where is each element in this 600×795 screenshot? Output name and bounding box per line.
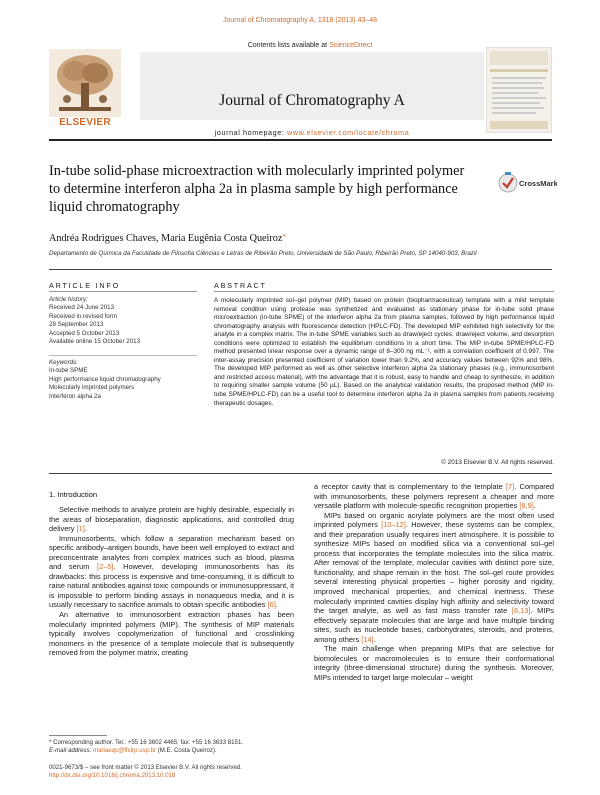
paragraph-text: Selective methods to analyze protein are highly desirable, especially in the areas of bioseparation, diagnostic applications, and controlled drug delivery bbox=[49, 505, 294, 534]
journal-citation: Journal of Chromatography A, 1318 (2013) 43–48 bbox=[222, 17, 378, 24]
front-matter bbox=[49, 764, 349, 780]
paragraph-text: The main challenge when preparing MIPs that are selective for biomolecules or macromolecules is to ensure their conformational integrity (three-dimensional structure) during the synthesis. Moreover, MIPs intended to target large molecular – weight bbox=[314, 644, 554, 682]
contents-prefix: Contents lists available at bbox=[247, 42, 328, 49]
paragraph-text: . MIPs effectively separate molecules that are large and have multiple binding sites, such as nucleotide bases, carbohydrates, steroids, and proteins, among others bbox=[314, 606, 554, 644]
history-item: Received in revised form bbox=[49, 312, 118, 320]
left-column bbox=[49, 505, 294, 658]
paragraph-text: . bbox=[533, 501, 536, 511]
citation-link[interactable]: [10–12] bbox=[381, 520, 406, 530]
crossmark-icon bbox=[497, 170, 557, 200]
history-label: Article history: bbox=[49, 296, 88, 303]
journal-cover-image bbox=[486, 47, 552, 133]
authors-text: Andréa Rodrigues Chaves, Maria Eugênia Costa Queiroz bbox=[49, 233, 283, 244]
paragraph-text: . However, these systems can be complex, and their preparation usually requires inert atmosphere. It is possible to synthesize MIPs based on modified silica via a conventional sol–gel process that incorporates the template molecules into the silica matrix. After removal of the template, molecular cavities with distinct pore size, functionality, and shape remain in the host. The sol–gel route provides several interesting physical properties – higher porosity and rigidity, improved mechanical properties, and chemical inertness. These molecularly imprinted cavities display high affinity and selectivity toward the target analyte, as well as fast mass transfer rate bbox=[314, 520, 555, 616]
citation-link[interactable]: [6] bbox=[267, 600, 276, 610]
paragraph-text: . bbox=[84, 524, 87, 534]
keywords-block bbox=[49, 359, 199, 401]
history-item: Received 24 June 2013 bbox=[49, 304, 115, 312]
citation-link[interactable]: [1] bbox=[76, 524, 85, 534]
paragraph-text: Immunosorbents, which follow a separation mechanism based on specific antibody–antigen bounds, have been well employed to extract and preconcentrate analytes from complex matrices such as blood, plasma and serum bbox=[49, 533, 294, 572]
article-info-heading: ARTICLE INFO bbox=[49, 281, 120, 290]
history-item: 28 September 2013 bbox=[49, 321, 104, 329]
footnote-rule bbox=[49, 735, 107, 736]
email-label: E-mail address: bbox=[49, 747, 92, 754]
crossmark-badge[interactable] bbox=[497, 170, 557, 200]
corresponding-author-note: * Corresponding author. Tel.: +55 16 3602 4465; fax: +55 16 3633 8151. bbox=[49, 739, 244, 746]
issn-line: 0021-9673/$ – see front matter © 2013 Elsevier B.V. All rights reserved. bbox=[49, 764, 242, 771]
citation-link[interactable]: [14] bbox=[361, 634, 374, 644]
footnotes bbox=[49, 739, 299, 755]
paragraph-text: . Compared with immunosorbents, these polymers represent a cheaper and more versatile platform with molecule-specific recognition properties bbox=[314, 482, 554, 511]
paragraph-text: . However, developing immunosorbents has its drawbacks: this process is expensive and time-consuming, it is difficult to raise natural antibodies against toxic compounds or immunosuppressant, it is impossible to perform binding assays in nonaqueous media, and it is usually necessary to sacrifice animals to obtain specific antibodies bbox=[49, 562, 294, 610]
affiliation: Departamento de Química da Faculdade de Filosofia Ciências e Letras de Ribeirão Preto, Universidade de São Paulo, Ribeirão Preto, SP 14040-903, Brazil bbox=[49, 250, 477, 257]
keywords-label: Keywords: bbox=[49, 359, 78, 366]
intro-heading: 1. Introduction bbox=[49, 490, 98, 499]
email-suffix: (M.E. Costa Queiroz). bbox=[157, 747, 217, 754]
elsevier-tree-icon bbox=[49, 49, 121, 117]
citation-link[interactable]: [6,13] bbox=[511, 606, 531, 616]
header-rule bbox=[49, 139, 552, 141]
abstract-copyright: © 2013 Elsevier B.V. All rights reserved. bbox=[441, 459, 554, 466]
paragraph bbox=[314, 482, 554, 511]
paragraph bbox=[49, 534, 294, 610]
keyword-item: Molecularly imprinted polymers bbox=[49, 384, 135, 392]
paragraph-text: MIPs based on organic acrylate polymers are the most often used imprinted polymers bbox=[314, 510, 554, 530]
paragraph-text: . bbox=[275, 600, 278, 610]
article-history bbox=[49, 296, 199, 346]
paragraph-text: . bbox=[373, 634, 376, 644]
email-link[interactable]: mariaeqc@ffclrp.usp.br bbox=[93, 747, 157, 754]
history-item: Available online 15 October 2013 bbox=[49, 338, 141, 346]
crossmark-label: CrossMark bbox=[519, 179, 557, 188]
abstract-body: A molecularly imprinted sol–gel polymer (MIP) based on protein (biopharmaceutical) template with a mild template removal condition using protease was synthetized and evaluated as stationary phase for in-tube solid phase microextraction (in-tube SPME) of the interferon alpha 2a from plasma samples, followed by high performance liquid chromatography analysis with fluorescence detection (HPLC-FD). The developed MIP exhibited high selectivity for the analyte in a complex matrix. The in-tube SPME variables such as draw/eject cycles, draw/eject volume, and desorption conditions were optimized to establish the equilibrium conditions in a short time. The MIP in-tube SPME/HPLC-FD method presented linear response over a dynamic range of 8–300 ng mL⁻¹, with a correlation coefficient of 0.997. The inter-assay precision presented coefficient of variation lower than 9.2%, and accuracy values between 92% and 98%. The developed MIP performed as well as other selective interferon alpha 2a stationary phases (e.g., immunosorbent and restricted access material), with the advantage that it is robust, easy to handle and cheap to synthesize, in addition to requiring smaller sample volume (50 µL). Based on the analytical validation results, the proposed method (MIP in-tube SPME/HPLC-FD) can be a useful tool to determine interferon alpha 2a in plasma samples from patients receiving therapeutic dosages. bbox=[214, 297, 554, 407]
paragraph bbox=[49, 505, 294, 534]
corresponding-mark: * bbox=[282, 233, 286, 241]
sciencedirect-link[interactable]: ScienceDirect bbox=[329, 42, 373, 49]
title-rule bbox=[49, 269, 552, 270]
right-column bbox=[314, 474, 554, 682]
paragraph-text: An alternative to immunosorbent extraction phases has been molecularly imprinted polymers (MIP). The synthesis of MIP materials typically involves copolymerization of functional and crosslinking monomers in the presence of a template molecule that is subsequently removed from the polymer matrix, creating bbox=[49, 610, 294, 658]
history-item: Accepted 5 October 2013 bbox=[49, 329, 120, 337]
article-title: In-tube solid-phase microextraction with molecularly imprinted polymer to determine interferon alpha 2a in plasma sample by high performance liquid chromatography bbox=[49, 163, 465, 215]
citation-link[interactable]: [7] bbox=[506, 482, 515, 491]
abstract-rule bbox=[214, 291, 554, 292]
citation-link[interactable]: [2–5] bbox=[97, 562, 114, 572]
homepage-link[interactable]: www.elsevier.com/locate/chroma bbox=[287, 128, 410, 137]
article-info-rule bbox=[49, 291, 197, 292]
journal-homepage bbox=[140, 128, 484, 137]
journal-title: Journal of Chromatography A bbox=[219, 92, 405, 109]
keywords-rule bbox=[49, 355, 197, 356]
citation-link[interactable]: [8,9] bbox=[519, 501, 534, 511]
homepage-label: journal homepage: bbox=[214, 128, 285, 137]
author-list bbox=[49, 233, 286, 244]
keyword-item: High performance liquid chromatography bbox=[49, 375, 161, 383]
keyword-item: Interferon alpha 2a bbox=[49, 392, 101, 400]
paragraph-text: a receptor cavity that is complementary to the template bbox=[314, 482, 506, 491]
abstract-heading: ABSTRACT bbox=[214, 281, 267, 290]
keyword-item: In-tube SPME bbox=[49, 367, 88, 375]
paragraph bbox=[314, 644, 554, 682]
publisher-name: ELSEVIER bbox=[59, 117, 111, 128]
doi-link[interactable]: http://dx.doi.org/10.1016/j.chroma.2013.10.018 bbox=[49, 772, 176, 779]
paragraph bbox=[49, 610, 294, 658]
paragraph bbox=[314, 511, 554, 645]
contents-line bbox=[175, 42, 445, 49]
email-note bbox=[49, 747, 299, 755]
journal-cover bbox=[486, 47, 552, 133]
